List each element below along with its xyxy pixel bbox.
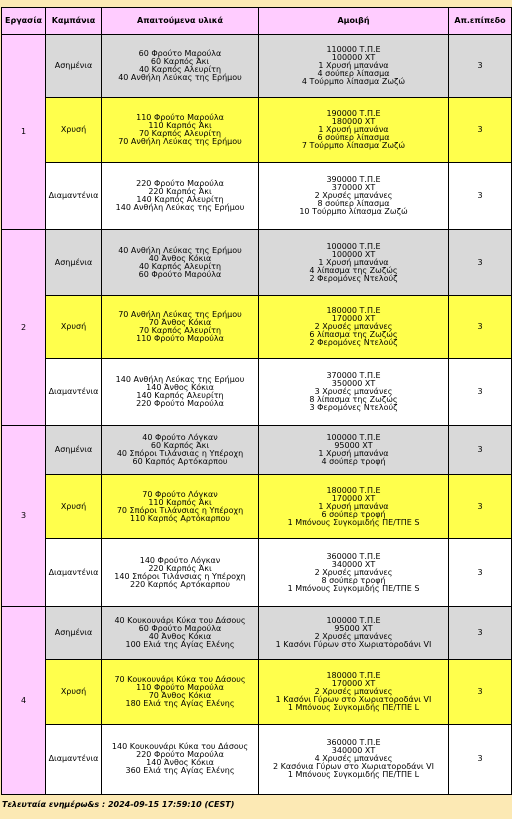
- reward-line: 1 Κασόνι Γύρων στο Χωριατοροδάνι VI: [275, 639, 432, 649]
- reward-line: 1 Μπόνους Συγκομιδής ΠΕ/ΤΠΕ L: [287, 770, 420, 780]
- reward-line: 180000 Τ.Π.Ε: [326, 485, 381, 495]
- materials-cell: [102, 539, 259, 607]
- campaign-name: Ασημένια: [46, 607, 102, 659]
- material-line: 110 Φρούτο Μαρούλα: [136, 333, 224, 343]
- materials-cell: [102, 230, 259, 295]
- material-line: 70 Καρπός Αλευρίτη: [138, 325, 222, 335]
- campaign-name: Χρυσή: [46, 475, 102, 539]
- table-row: [2, 724, 512, 794]
- reward-line: 180000 Τ.Π.Ε: [326, 670, 381, 680]
- material-line: 220 Καρπός Αρτόκαρπου: [129, 579, 231, 589]
- reward-line: 4 σούπερ τροφή: [321, 457, 386, 467]
- required-level: 3: [449, 539, 512, 607]
- campaign-name: Διαμαντένια: [46, 163, 102, 230]
- material-line: 100 Ελιά της Αγίας Ελένης: [125, 639, 235, 649]
- material-line: 220 Καρπός Άκι: [148, 187, 212, 197]
- material-line: 140 Άνθος Κόκια: [146, 382, 214, 392]
- task-number: 2: [2, 230, 46, 425]
- reward-line: 170000 ΧΤ: [331, 493, 376, 503]
- material-line: 110 Καρπός Άκι: [148, 497, 212, 507]
- material-line: 70 Σπόροι Τιλάνσιας η Υπέροχη: [116, 505, 244, 515]
- required-level: 3: [449, 607, 512, 659]
- reward-cell: [259, 475, 449, 539]
- material-line: 60 Φρούτο Μαρούλα: [138, 623, 222, 633]
- material-line: 180 Ελιά της Αγίας Ελένης: [125, 698, 235, 708]
- reward-line: 3 Χρυσές μπανάνες: [314, 386, 393, 396]
- material-line: 220 Καρπός Άκι: [148, 563, 212, 573]
- table-row: [2, 425, 512, 474]
- material-line: 40 Ανθήλη Λεύκας της Ερήμου: [118, 245, 242, 255]
- material-line: 40 Σπόροι Τιλάνσιας η Υπέροχη: [116, 449, 244, 459]
- reward-line: 8 σούπερ τροφή: [321, 575, 386, 585]
- reward-line: 1 Χρυσή μπανάνα: [318, 61, 389, 71]
- task-number: 1: [2, 35, 46, 230]
- required-level: 3: [449, 230, 512, 295]
- tasks-table: [1, 7, 512, 795]
- reward-line: 1 Χρυσή μπανάνα: [318, 125, 389, 135]
- reward-line: 170000 ΧΤ: [331, 313, 376, 323]
- reward-line: 2 Φερομόνες Ντελούζ: [309, 273, 398, 283]
- material-line: 70 Κουκουνάρι Κύκα του Δάσους: [114, 674, 246, 684]
- header-campaign: Καμπάνια: [46, 8, 102, 35]
- required-level: 3: [449, 425, 512, 474]
- reward-line: 6 σούπερ λίπασμα: [317, 133, 390, 143]
- material-line: 60 Καρπός Άκι: [150, 441, 210, 451]
- material-line: 60 Φρούτο Μαρούλα: [138, 269, 222, 279]
- reward-cell: [259, 230, 449, 295]
- reward-cell: [259, 358, 449, 425]
- materials-cell: [102, 358, 259, 425]
- table-row: [2, 230, 512, 295]
- reward-line: 180000 ΧΤ: [331, 117, 376, 127]
- reward-line: 2 Χρυσές μπανάνες: [314, 567, 393, 577]
- reward-line: 6 σούπερ τροφή: [321, 509, 386, 519]
- material-line: 40 Άνθος Κόκια: [148, 253, 212, 263]
- campaign-name: Διαμαντένια: [46, 724, 102, 794]
- reward-cell: [259, 659, 449, 724]
- material-line: 40 Άνθος Κόκια: [148, 631, 212, 641]
- campaign-name: Χρυσή: [46, 295, 102, 358]
- materials-cell: [102, 295, 259, 358]
- material-line: 110 Καρπός Αρτόκαρπου: [129, 513, 231, 523]
- material-line: 70 Φρούτο Λόγκαν: [142, 489, 218, 499]
- reward-line: 4 λίπασμα της Ζωζώς: [309, 265, 398, 275]
- material-line: 220 Φρούτο Μαρούλα: [136, 750, 224, 760]
- materials-cell: [102, 724, 259, 794]
- material-line: 140 Σπόροι Τιλάνσιας η Υπέροχη: [114, 571, 246, 581]
- reward-line: 370000 Τ.Π.Ε: [326, 370, 381, 380]
- task-number: 3: [2, 425, 46, 606]
- material-line: 220 Φρούτο Μαρούλα: [136, 398, 224, 408]
- reward-line: 4 σούπερ λίπασμα: [317, 69, 390, 79]
- reward-cell: [259, 607, 449, 659]
- materials-cell: [102, 607, 259, 659]
- reward-line: 350000 ΧΤ: [331, 378, 376, 388]
- reward-cell: [259, 295, 449, 358]
- reward-line: 3 Φερομόνες Ντελούζ: [309, 402, 398, 412]
- material-line: 60 Φρούτο Μαρούλα: [138, 49, 222, 59]
- material-line: 70 Ανθήλη Λεύκας της Ερήμου: [118, 309, 242, 319]
- campaign-name: Ασημένια: [46, 35, 102, 98]
- reward-line: 1 Χρυσή μπανάνα: [318, 257, 389, 267]
- material-line: 40 Κουκουνάρι Κύκα του Δάσους: [114, 615, 246, 625]
- material-line: 140 Καρπός Αλευρίτη: [136, 195, 224, 205]
- material-line: 40 Φρούτο Λόγκαν: [142, 433, 218, 443]
- material-line: 220 Φρούτο Μαρούλα: [136, 179, 224, 189]
- material-line: 110 Καρπός Άκι: [148, 121, 212, 131]
- reward-line: 6 λίπασμα της Ζωζώς: [309, 329, 398, 339]
- reward-cell: [259, 724, 449, 794]
- required-level: 3: [449, 163, 512, 230]
- material-line: 60 Καρπός Άκι: [150, 57, 210, 67]
- reward-line: 190000 Τ.Π.Ε: [326, 109, 381, 119]
- table-row: [2, 539, 512, 607]
- reward-line: 100000 Τ.Π.Ε: [326, 615, 381, 625]
- required-level: 3: [449, 475, 512, 539]
- reward-line: 340000 ΧΤ: [331, 559, 376, 569]
- materials-cell: [102, 98, 259, 163]
- reward-cell: [259, 98, 449, 163]
- reward-line: 100000 ΧΤ: [331, 249, 376, 259]
- material-line: 110 Φρούτο Μαρούλα: [136, 113, 224, 123]
- table-row: [2, 35, 512, 98]
- reward-line: 340000 ΧΤ: [331, 746, 376, 756]
- table-row: [2, 358, 512, 425]
- material-line: 360 Ελιά της Αγίας Ελένης: [125, 766, 235, 776]
- reward-line: 1 Μπόνους Συγκομιδής ΠΕ/ΤΠΕ L: [287, 702, 420, 712]
- material-line: 40 Καρπός Αλευρίτη: [138, 261, 222, 271]
- campaign-name: Διαμαντένια: [46, 539, 102, 607]
- reward-line: 10 Τούρμπο λίπασμα Ζωζώ: [299, 207, 408, 217]
- reward-line: 8 σούπερ λίπασμα: [317, 199, 390, 209]
- material-line: 40 Καρπός Αλευρίτη: [138, 65, 222, 75]
- material-line: 60 Καρπός Αρτόκαρπου: [132, 457, 228, 467]
- table-row: [2, 607, 512, 659]
- required-level: 3: [449, 724, 512, 794]
- table-row: [2, 659, 512, 724]
- campaign-name: Χρυσή: [46, 659, 102, 724]
- header-reward: Αμοιβή: [259, 8, 449, 35]
- table-row: [2, 295, 512, 358]
- task-number: 4: [2, 607, 46, 795]
- material-line: 140 Καρπός Αλευρίτη: [136, 390, 224, 400]
- reward-line: 8 λίπασμα της Ζωζώς: [309, 394, 398, 404]
- reward-line: 1 Χρυσή μπανάνα: [318, 449, 389, 459]
- reward-line: 360000 Τ.Π.Ε: [326, 738, 381, 748]
- materials-cell: [102, 475, 259, 539]
- reward-line: 7 Τούρμπο λίπασμα Ζωζώ: [301, 141, 406, 151]
- required-level: 3: [449, 295, 512, 358]
- material-line: 140 Φρούτο Λόγκαν: [139, 555, 221, 565]
- reward-line: 95000 ΧΤ: [334, 623, 373, 633]
- reward-line: 390000 Τ.Π.Ε: [326, 175, 381, 185]
- material-line: 140 Ανθήλη Λεύκας της Ερήμου: [115, 374, 245, 384]
- campaign-name: Διαμαντένια: [46, 358, 102, 425]
- material-line: 110 Φρούτο Μαρούλα: [136, 682, 224, 692]
- required-level: 3: [449, 358, 512, 425]
- last-updated: Τελευταία ενημέρω&s : 2024-09-15 17:59:10 (CEST): [2, 800, 235, 809]
- campaign-name: Χρυσή: [46, 98, 102, 163]
- reward-line: 95000 ΧΤ: [334, 441, 373, 451]
- reward-line: 1 Μπόνους Συγκομιδής ΠΕ/ΤΠΕ S: [287, 583, 420, 593]
- tasks-body: [2, 35, 512, 795]
- material-line: 70 Άνθος Κόκια: [148, 317, 212, 327]
- material-line: 140 Άνθος Κόκια: [146, 758, 214, 768]
- material-line: 70 Καρπός Αλευρίτη: [138, 129, 222, 139]
- table-row: [2, 475, 512, 539]
- reward-cell: [259, 539, 449, 607]
- reward-cell: [259, 35, 449, 98]
- materials-cell: [102, 425, 259, 474]
- reward-line: 170000 ΧΤ: [331, 678, 376, 688]
- header-row: [2, 8, 512, 35]
- reward-cell: [259, 163, 449, 230]
- reward-line: 4 Τούρμπο λίπασμα Ζωζώ: [301, 77, 406, 87]
- material-line: 140 Κουκουνάρι Κύκα του Δάσους: [111, 742, 249, 752]
- table-row: [2, 98, 512, 163]
- material-line: 70 Άνθος Κόκια: [148, 690, 212, 700]
- required-level: 3: [449, 35, 512, 98]
- reward-line: 180000 Τ.Π.Ε: [326, 305, 381, 315]
- reward-line: 2 Χρυσές μπανάνες: [314, 631, 393, 641]
- required-level: 3: [449, 659, 512, 724]
- reward-line: 110000 Τ.Π.Ε: [326, 45, 381, 55]
- reward-line: 100000 Τ.Π.Ε: [326, 241, 381, 251]
- materials-cell: [102, 35, 259, 98]
- reward-line: 2 Κασόνια Γύρων στο Χωριατοροδάνι VI: [273, 762, 434, 772]
- reward-cell: [259, 425, 449, 474]
- header-materials: Απαιτούμενα υλικά: [102, 8, 259, 35]
- header-level: Απ.επίπεδο: [449, 8, 512, 35]
- materials-cell: [102, 163, 259, 230]
- reward-line: 100000 Τ.Π.Ε: [326, 433, 381, 443]
- reward-line: 2 Χρυσές μπανάνες: [314, 686, 393, 696]
- reward-line: 360000 Τ.Π.Ε: [326, 551, 381, 561]
- header-task: Εργασία: [2, 8, 46, 35]
- material-line: 140 Ανθήλη Λεύκας της Ερήμου: [115, 203, 245, 213]
- reward-line: 2 Χρυσές μπανάνες: [314, 191, 393, 201]
- material-line: 70 Ανθήλη Λεύκας της Ερήμου: [118, 137, 242, 147]
- campaign-name: Ασημένια: [46, 425, 102, 474]
- table-row: [2, 163, 512, 230]
- reward-line: 4 Χρυσές μπανάνες: [314, 754, 393, 764]
- reward-line: 2 Χρυσές μπανάνες: [314, 321, 393, 331]
- reward-line: 1 Κασόνι Γύρων στο Χωριατοροδάνι VI: [275, 694, 432, 704]
- reward-line: 2 Φερομόνες Ντελούζ: [309, 337, 398, 347]
- campaign-name: Ασημένια: [46, 230, 102, 295]
- reward-line: 1 Μπόνους Συγκομιδής ΠΕ/ΤΠΕ S: [287, 517, 420, 527]
- reward-line: 1 Χρυσή μπανάνα: [318, 501, 389, 511]
- materials-cell: [102, 659, 259, 724]
- reward-line: 370000 ΧΤ: [331, 183, 376, 193]
- material-line: 40 Ανθήλη Λεύκας της Ερήμου: [118, 73, 242, 83]
- required-level: 3: [449, 98, 512, 163]
- reward-line: 100000 ΧΤ: [331, 53, 376, 63]
